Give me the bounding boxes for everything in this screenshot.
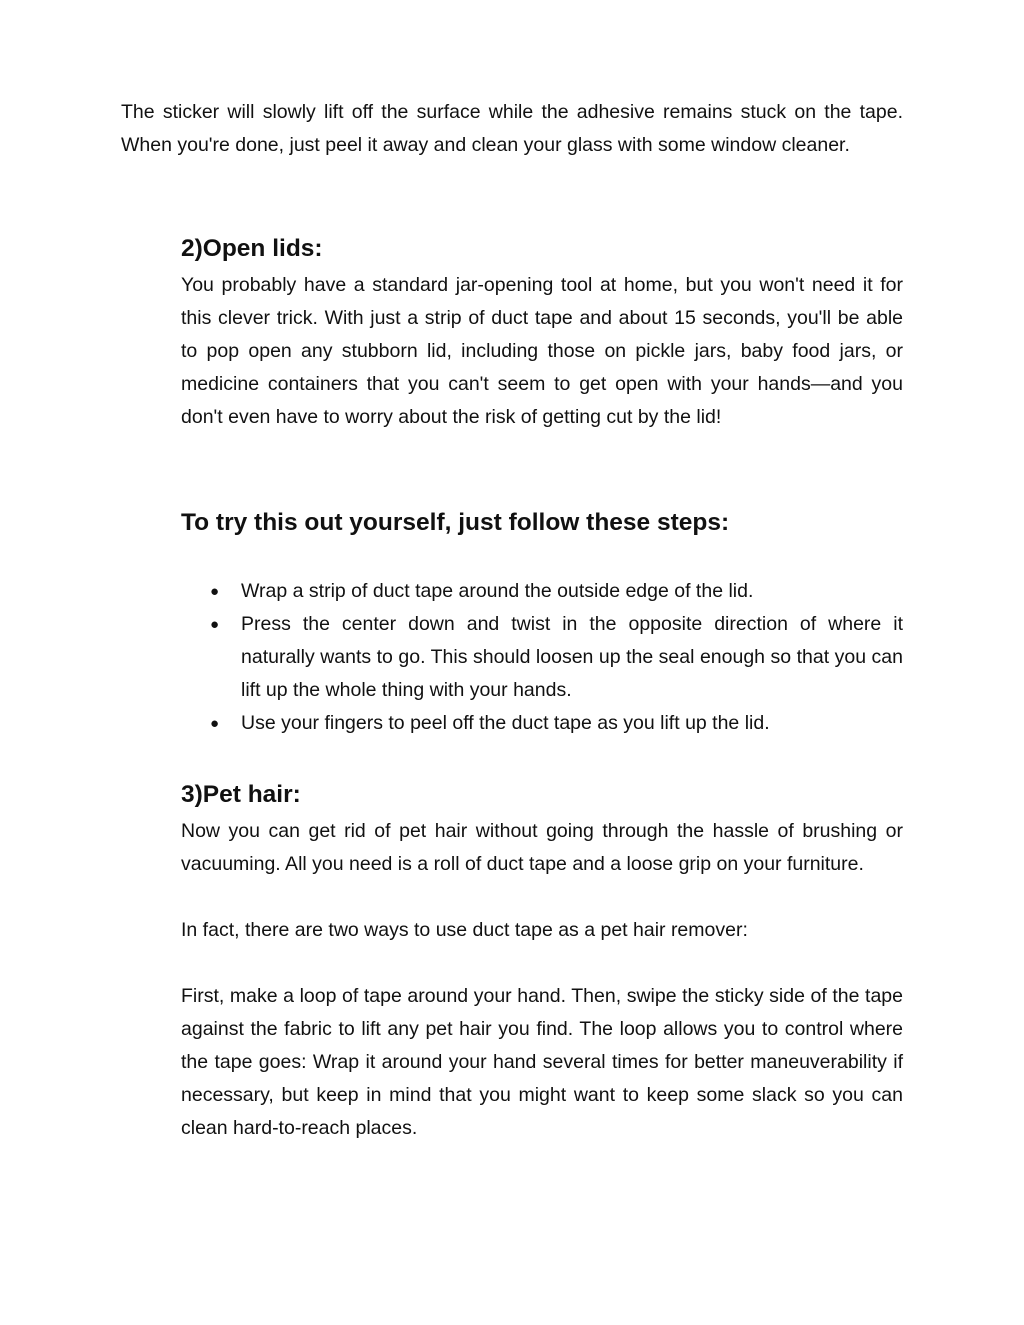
list-item-text: Press the center down and twist in the opposite direction of where it naturally wants to go. This should loosen up the seal enough so that you can lift up the whole thing with your hands.: [241, 613, 903, 701]
list-item: [210, 707, 903, 740]
bullet-icon: ●: [210, 616, 220, 633]
pet-hair-paragraph: In fact, there are two ways to use duct tape as a pet hair remover:: [181, 919, 748, 941]
steps-list: [210, 575, 903, 740]
steps-section: [181, 506, 903, 539]
open-lids-paragraph: You probably have a standard jar-opening tool at home, but you won't need it for this clever trick. With just a strip of duct tape and about 15 seconds, you'll be able to pop open any stubborn lid, including those on pickle jars, baby food jars, or medicine containers that you can't seem to get open with your hands—and you don't even have to worry about the risk of getting cut by the lid!: [181, 274, 903, 428]
steps-heading: To try this out yourself, just follow these steps:: [181, 509, 730, 536]
list-item: [210, 575, 903, 608]
list-item: [210, 608, 903, 707]
list-item-text: Wrap a strip of duct tape around the outside edge of the lid.: [241, 580, 754, 602]
bullet-icon: ●: [210, 583, 220, 600]
pet-hair-paragraph: Now you can get rid of pet hair without going through the hassle of brushing or vacuuming. All you need is a roll of duct tape and a loose grip on your furniture.: [181, 820, 903, 875]
pet-hair-heading: 3)Pet hair:: [181, 781, 301, 808]
intro-paragraph: The sticker will slowly lift off the surface while the adhesive remains stuck on the tape. When you're done, just peel it away and clean your glass with some window cleaner.: [121, 101, 903, 156]
bullet-icon: ●: [210, 715, 220, 732]
open-lids-section: [181, 232, 903, 434]
list-item-text: Use your fingers to peel off the duct tape as you lift up the lid.: [241, 712, 770, 734]
pet-hair-section: [181, 778, 903, 1145]
open-lids-heading: 2)Open lids:: [181, 235, 323, 262]
pet-hair-paragraph: First, make a loop of tape around your hand. Then, swipe the sticky side of the tape against the fabric to lift any pet hair you find. The loop allows you to control where the tape goes: Wrap it around your hand several times for better maneuverability if necessary, but keep in mind that you might want to keep some slack so you can clean hard-to-reach places.: [181, 985, 903, 1139]
